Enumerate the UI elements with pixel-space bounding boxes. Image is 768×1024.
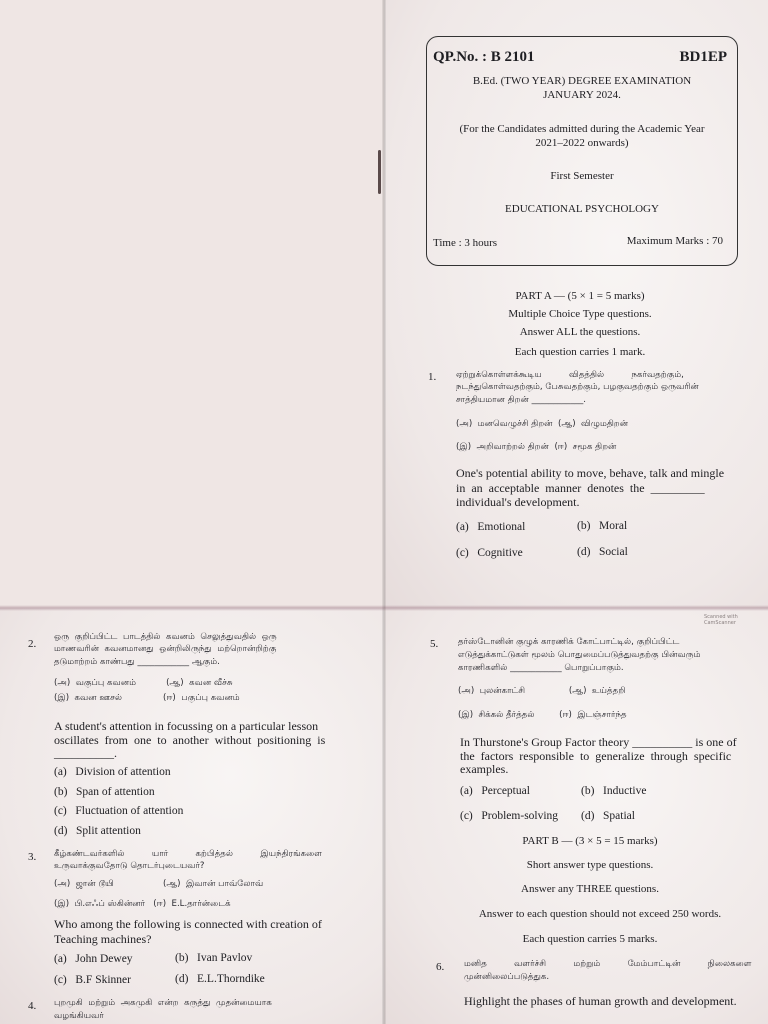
- exam-title: B.Ed. (TWO YEAR) DEGREE EXAMINATION: [472, 75, 692, 87]
- q3-tamil-line-1: கீழ்கண்டவர்களில் யார் கற்பித்தல் இயந்திரங்களை: [54, 849, 322, 859]
- qp-number: QP.No. : B 2101: [433, 49, 535, 65]
- q2-tamil-line-1: ஒரு குறிப்பிட்ட பாடத்தில் கவனம் செலுத்துவதில் ஒரு: [54, 632, 277, 642]
- q2-tamil-line-2: மாணவரின் கவனமானது ஒன்றிலிருந்து மற்றொன்றிற்கு: [54, 644, 277, 654]
- q1-number: 1.: [428, 371, 437, 383]
- maximum-marks: Maximum Marks : 70: [626, 235, 723, 247]
- q1-tamil-line-2: நடந்துகொள்வதற்கும், பேசுவதற்கும், பழகுவதற்கும் ஒருவரின்: [456, 382, 699, 392]
- part-b-line-2: Answer any THREE questions.: [521, 883, 659, 895]
- q5-english-line-2: the factors responsible to generalize through specific: [460, 749, 732, 763]
- part-b-line-4: Each question carries 5 marks.: [522, 933, 658, 945]
- q5-tamil-line-2: எடுத்துக்காட்டுகள் மூலம் பொதுமைப்படுத்துவதற்கு பின்வரும்: [458, 650, 701, 660]
- q3-option-c: (c) B.F Skinner: [54, 974, 131, 986]
- q1-option-b: (b) Moral: [577, 520, 628, 532]
- q5-tamil-options-2: (இ) சிக்கல் தீர்த்தல் (ஈ) இடஞ்சார்ந்த: [458, 710, 627, 720]
- q2-tamil-options-2: (இ) கவன ஊசல் (ஈ) பகுப்பு கவனம்: [54, 693, 240, 703]
- q3-tamil-options-1: (அ) ஜான் டூயி (ஆ) இவான் பாவ்லோவ்: [54, 879, 264, 889]
- q2-english-line-3: __________.: [54, 746, 117, 760]
- blank-back-page: [0, 0, 384, 608]
- part-a-line-2: Answer ALL the questions.: [519, 326, 641, 338]
- part-b-title: PART B — (3 × 5 = 15 marks): [522, 835, 658, 847]
- q2-number: 2.: [28, 638, 37, 650]
- q6-english-line-1: Highlight the phases of human growth and development.: [464, 994, 737, 1008]
- q5-english-line-3: examples.: [460, 762, 509, 776]
- q1-option-c: (c) Cognitive: [456, 547, 523, 559]
- semester: First Semester: [550, 170, 614, 182]
- staple-mark: [378, 150, 381, 194]
- candidates-note-2: 2021–2022 onwards): [535, 137, 629, 149]
- part-b-line-3: Answer to each question should not exceed 250 words.: [478, 908, 722, 920]
- q5-english-line-1: In Thurstone's Group Factor theory __________ is one of: [460, 735, 737, 749]
- q4-tamil-line-1: புறமுகி மற்றும் அகமுகி என்ற கருத்து முதன்மையாக: [54, 998, 272, 1008]
- q1-option-a: (a) Emotional: [456, 521, 526, 533]
- q2-tamil-line-3: தடுமாற்றம் காண்பது ____________ ஆகும்.: [54, 657, 220, 667]
- q1-tamil-options-2: (இ) அறிவாற்றல் திறன் (ஈ) சமூக திறன்: [456, 442, 617, 452]
- q3-option-d: (d) E.L.Thorndike: [175, 973, 265, 985]
- q2-option-b: (b) Span of attention: [54, 786, 155, 798]
- q5-option-b: (b) Inductive: [581, 785, 647, 797]
- candidates-note-1: (For the Candidates admitted during the Academic Year: [459, 123, 705, 135]
- part-a-line-1: Multiple Choice Type questions.: [508, 308, 652, 320]
- q2-option-d: (d) Split attention: [54, 825, 141, 837]
- q3-tamil-line-2: உருவாக்குவதோடு தொடர்புடையவர்?: [54, 861, 205, 871]
- q3-english-line-2: Teaching machines?: [54, 932, 152, 946]
- q5-number: 5.: [430, 638, 439, 650]
- part-a-line-3: Each question carries 1 mark.: [514, 346, 646, 358]
- q1-tamil-options-1: (அ) மனவெழுச்சி திறன் (ஆ) விழுமதிறன்: [456, 419, 629, 429]
- q1-tamil-line-3: சாத்தியமான திறன் ____________.: [456, 395, 586, 405]
- q3-option-a: (a) John Dewey: [54, 953, 133, 965]
- q2-english-line-2: oscillates from one to another without positioning is: [54, 733, 326, 747]
- horizontal-fold: [0, 605, 768, 611]
- q5-tamil-options-1: (அ) புலன்காட்சி (ஆ) உய்த்தறி: [458, 686, 626, 696]
- q4-tamil-line-2: வழங்கியவர்: [54, 1011, 104, 1021]
- q3-option-b: (b) Ivan Pavlov: [175, 952, 253, 964]
- q5-option-a: (a) Perceptual: [460, 785, 530, 797]
- part-b-line-1: Short answer type questions.: [526, 859, 654, 871]
- q5-option-c: (c) Problem-solving: [460, 810, 559, 822]
- q2-tamil-options-1: (அ) வகுப்பு கவனம் (ஆ) கவன வீச்சு: [54, 678, 233, 688]
- q1-option-d: (d) Social: [577, 546, 628, 558]
- exam-time: Time : 3 hours: [433, 237, 498, 249]
- q5-tamil-line-3: காரணிகளில் ____________ பொறுப்பாகும்.: [458, 663, 624, 673]
- part-a-title: PART A — (5 × 1 = 5 marks): [515, 290, 645, 302]
- exam-header-box: [426, 36, 738, 266]
- q2-english-line-1: A student's attention in focussing on a particular lesson: [54, 719, 319, 733]
- q1-english-line-3: individual's development.: [456, 495, 580, 509]
- q1-english-line-2: in an acceptable manner denotes the _________: [456, 481, 705, 495]
- q3-tamil-options-2: (இ) பி.எஃப் ஸ்கின்னர் (ஈ) E.L.தார்ன்டைக்: [54, 899, 231, 909]
- q6-tamil-line-1: மனித வளர்ச்சி மற்றும் மேம்பாட்டின் நிலைகளை: [464, 959, 752, 969]
- q3-number: 3.: [28, 851, 37, 863]
- q2-option-a: (a) Division of attention: [54, 766, 171, 778]
- q6-number: 6.: [436, 961, 445, 973]
- q3-english-line-1: Who among the following is connected with creation of: [54, 917, 322, 931]
- q6-tamil-line-2: முன்னிலைப்படுத்துக.: [464, 972, 550, 982]
- paper-code: BD1EP: [679, 49, 727, 65]
- q1-english-line-1: One's potential ability to move, behave, talk and mingle: [456, 466, 725, 480]
- exam-date: JANUARY 2024.: [543, 89, 621, 101]
- q5-tamil-line-1: தர்ஸ்டோனின் குழுக் காரணிக் கோட்பாட்டில், குறிப்பிட்ட: [458, 637, 680, 647]
- q5-option-d: (d) Spatial: [581, 810, 635, 822]
- vertical-fold: [382, 0, 386, 1024]
- q4-number: 4.: [28, 1000, 37, 1012]
- subject-title: EDUCATIONAL PSYCHOLOGY: [505, 203, 659, 215]
- q1-tamil-line-1: ஏற்றுக்கொள்ளக்கூடிய விதத்தில் நகர்வதற்கும்,: [456, 370, 684, 380]
- q2-option-c: (c) Fluctuation of attention: [54, 805, 184, 817]
- scan-watermark: Scanned with CamScanner: [704, 614, 738, 626]
